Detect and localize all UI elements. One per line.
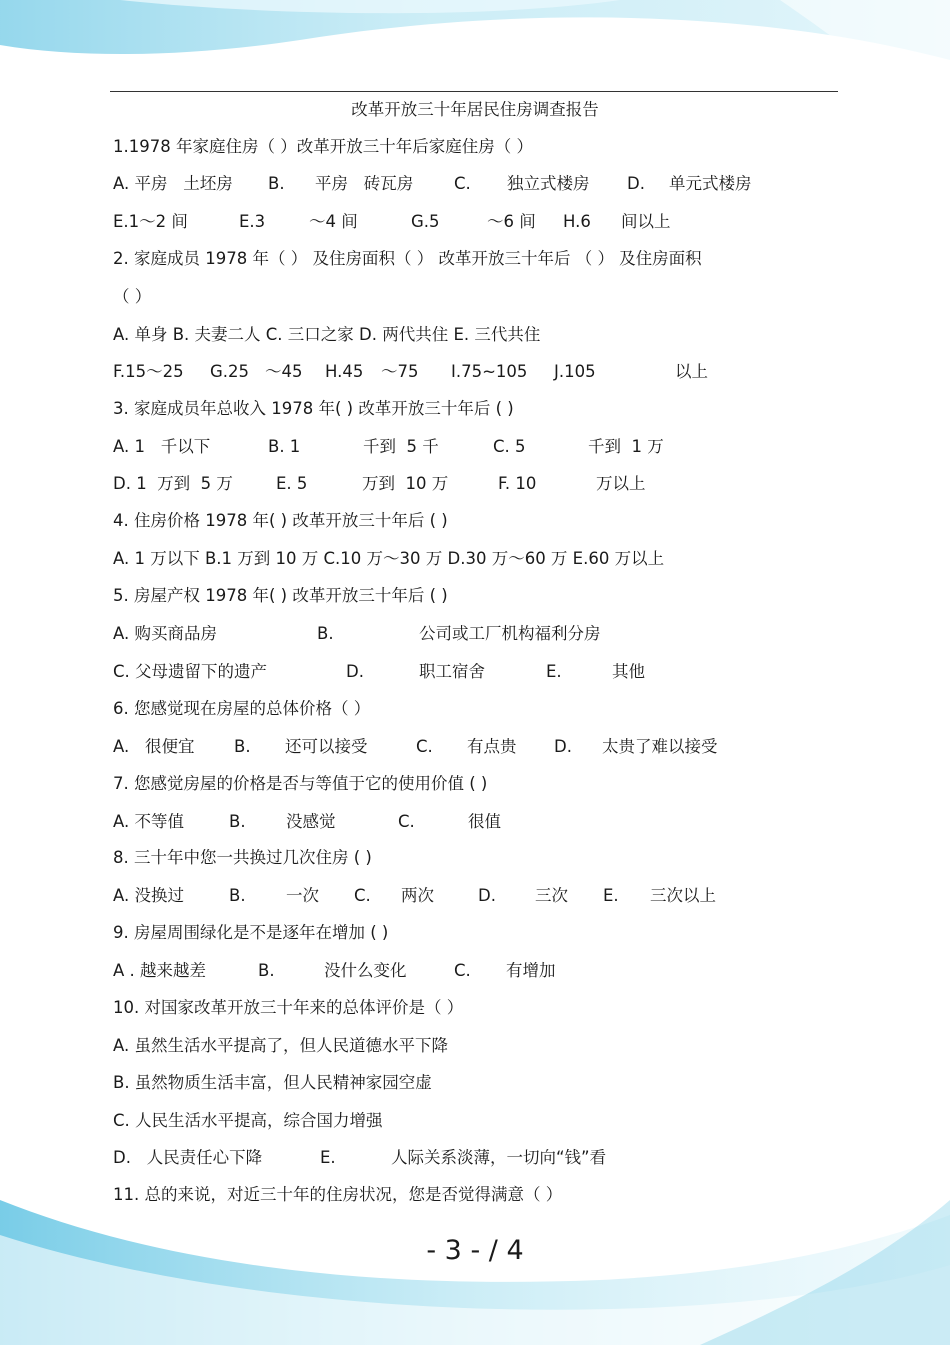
option-text: 职工宿舍 xyxy=(419,662,485,681)
option-text: ～4 间 xyxy=(309,212,358,231)
question-2-continued: （ ） xyxy=(113,287,152,306)
question-1: 1.1978 年家庭住房（ ）改革开放三十年后家庭住房（ ） xyxy=(113,137,533,156)
option-letter: D. xyxy=(554,737,572,756)
option-text: 单元式楼房 xyxy=(669,174,752,193)
option-text: C. 父母遗留下的遗产 xyxy=(113,662,268,681)
question-2: 2. 家庭成员 1978 年（ ） 及住房面积（ ） 改革开放三十年后 （ ） 及住房面积 xyxy=(113,249,702,268)
option-letter: B. xyxy=(258,961,275,980)
option-text: A. 1 千以下 xyxy=(113,437,211,456)
option-text: 很值 xyxy=(468,812,501,831)
option-text: 以上 xyxy=(675,362,708,381)
option-text: 还可以接受 xyxy=(285,737,368,756)
option-text: 独立式楼房 xyxy=(507,174,590,193)
option-letter: B. xyxy=(234,737,251,756)
option-letter: C. xyxy=(454,174,471,193)
question-10-option-a: A. 虽然生活水平提高了，但人民道德水平下降 xyxy=(113,1036,448,1055)
option-letter: C. xyxy=(416,737,433,756)
page-number: - 3 - / 4 xyxy=(426,1235,524,1266)
option-text: 没什么变化 xyxy=(324,961,407,980)
option-text: D. 1 万到 5 万 xyxy=(113,474,233,493)
option-letter: C. xyxy=(354,886,371,905)
option-letter: D. xyxy=(478,886,496,905)
question-3: 3. 家庭成员年总收入 1978 年( ) 改革开放三十年后 ( ) xyxy=(113,399,514,418)
option-text: E.3 xyxy=(239,212,266,231)
question-4: 4. 住房价格 1978 年( ) 改革开放三十年后 ( ) xyxy=(113,511,448,530)
option-letter: B. xyxy=(229,812,246,831)
option-text: 三次 xyxy=(535,886,568,905)
option-text: 间以上 xyxy=(621,212,671,231)
option-letter: B. xyxy=(317,624,334,643)
option-text: 万到 10 万 xyxy=(362,474,449,493)
option-text: A. 平房 土坯房 xyxy=(113,174,233,193)
option-text: 千到 1 万 xyxy=(588,437,664,456)
option-text: I.75~105 xyxy=(451,362,528,381)
header-rule xyxy=(110,91,838,92)
option-letter: C. xyxy=(454,961,471,980)
question-5: 5. 房屋产权 1978 年( ) 改革开放三十年后 ( ) xyxy=(113,586,448,605)
option-letter: B. xyxy=(229,886,246,905)
option-text: C. 5 xyxy=(493,437,526,456)
option-text: F.15～25 xyxy=(113,362,184,381)
question-8: 8. 三十年中您一共换过几次住房 ( ) xyxy=(113,848,372,867)
option-text: 万以上 xyxy=(596,474,646,493)
option-text: 其他 xyxy=(612,662,645,681)
option-text: G.5 xyxy=(411,212,440,231)
option-text: F. 10 xyxy=(498,474,537,493)
question-10-option-b: B. 虽然物质生活丰富，但人民精神家园空虚 xyxy=(113,1073,432,1092)
option-letter: E. xyxy=(603,886,619,905)
question-10: 10. 对国家改革开放三十年来的总体评价是（ ） xyxy=(113,998,464,1017)
option-letter: D. xyxy=(346,662,364,681)
option-text: J.105 xyxy=(554,362,596,381)
option-text: H.45 xyxy=(325,362,364,381)
option-text: A. 不等值 xyxy=(113,812,184,831)
option-letter: E. xyxy=(546,662,562,681)
option-text: A. 没换过 xyxy=(113,886,184,905)
document-title: 改革开放三十年居民住房调查报告 xyxy=(351,100,599,119)
option-text: 公司或工厂机构福利分房 xyxy=(419,624,601,643)
option-text: 太贵了难以接受 xyxy=(602,737,718,756)
option-text: 有增加 xyxy=(506,961,556,980)
option-text: E. 5 xyxy=(276,474,308,493)
option-text: E.1～2 间 xyxy=(113,212,188,231)
option-text: A . 越来越差 xyxy=(113,961,207,980)
question-4-options: A. 1 万以下 B.1 万到 10 万 C.10 万～30 万 D.30 万～60 万 E.60 万以上 xyxy=(113,549,665,568)
option-text: ～45 xyxy=(265,362,303,381)
option-text: 三次以上 xyxy=(650,886,716,905)
option-text: 一次 xyxy=(286,886,319,905)
question-11: 11. 总的来说，对近三十年的住房状况，您是否觉得满意（ ） xyxy=(113,1185,563,1204)
option-text: B. 1 xyxy=(268,437,301,456)
option-text: 没感觉 xyxy=(286,812,336,831)
question-7: 7. 您感觉房屋的价格是否与等值于它的使用价值 ( ) xyxy=(113,774,488,793)
option-letter: B. xyxy=(268,174,285,193)
option-letter: C. xyxy=(398,812,415,831)
question-9: 9. 房屋周围绿化是不是逐年在增加 ( ) xyxy=(113,923,389,942)
option-text: 两次 xyxy=(401,886,434,905)
option-text: A. 很便宜 xyxy=(113,737,195,756)
option-text: ～6 间 xyxy=(487,212,536,231)
option-text: 有点贵 xyxy=(467,737,517,756)
option-text: 人际关系淡薄，一切向“钱”看 xyxy=(391,1148,607,1167)
question-10-option-c: C. 人民生活水平提高，综合国力增强 xyxy=(113,1111,383,1130)
question-2-options-row-1: A. 单身 B. 夫妻二人 C. 三口之家 D. 两代共住 E. 三代共住 xyxy=(113,325,541,344)
option-letter: E. xyxy=(320,1148,336,1167)
question-6: 6. 您感觉现在房屋的总体价格（ ） xyxy=(113,699,371,718)
option-letter: D. xyxy=(627,174,645,193)
option-text: ～75 xyxy=(381,362,419,381)
option-text: A. 购买商品房 xyxy=(113,624,217,643)
option-text: D. 人民责任心下降 xyxy=(113,1148,263,1167)
option-text: G.25 xyxy=(210,362,250,381)
option-text: 千到 5 千 xyxy=(363,437,439,456)
option-text: H.6 xyxy=(563,212,591,231)
option-text: 平房 砖瓦房 xyxy=(315,174,414,193)
